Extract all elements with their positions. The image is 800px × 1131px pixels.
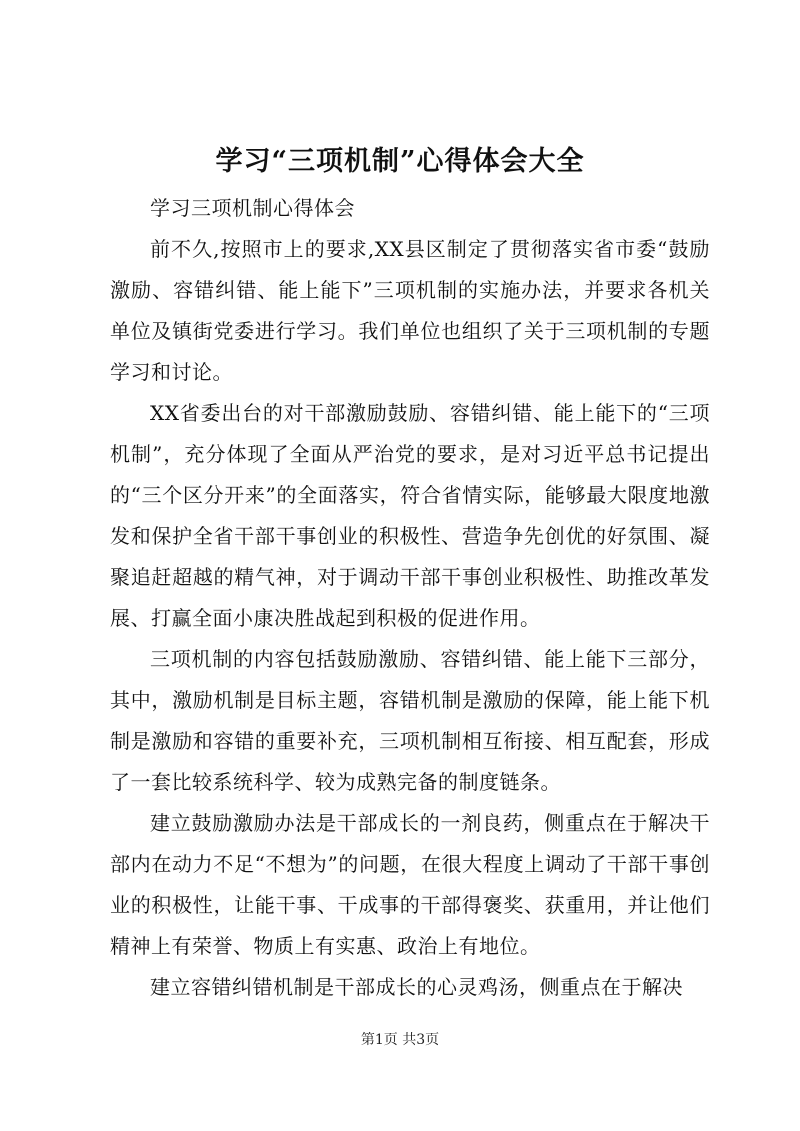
paragraph-4: 建立鼓励激励办法是干部成长的一剂良药，侧重点在于解决干部内在动力不足“不想为”的问题，在很大程度上调动了干部干事创业的积极性，让能干事、干成事的干部得褒奖、获重用，并让他们精神上有荣誉、物质上有实惠、政治上有地位。 xyxy=(110,811,710,958)
paragraph-1: 前不久,按照市上的要求,XX县区制定了贯彻落实省市委“鼓励激励、容错纠错、能上能下”三项机制的实施办法，并要求各机关单位及镇街党委进行学习。我们单位也组织了关于三项机制的专题学习和讨论。 xyxy=(110,237,710,384)
page-number-footer: 第1页 共3页 xyxy=(360,1032,440,1048)
paragraph-3: 三项机制的内容包括鼓励激励、容错纠错、能上能下三部分，其中，激励机制是目标主题，容错机制是激励的保障，能上能下机制是激励和容错的重要补充，三项机制相互衔接、相互配套，形成了一套比较系统科学、较为成熟完备的制度链条。 xyxy=(110,647,710,794)
paragraph-2: XX省委出台的对干部激励鼓励、容错纠错、能上能下的“三项机制”，充分体现了全面从严治党的要求，是对习近平总书记提出的“三个区分开来”的全面落实，符合省情实际，能够最大限度地激发和保护全省干部干事创业的积极性、营造争先创优的好氛围、凝聚追赶超越的精气神，对于调动干部干事创业积极性、助推改革发展、打赢全面小康决胜战起到积极的促进作用。 xyxy=(110,401,710,630)
document-title: 学习“三项机制”心得体会大全 xyxy=(215,146,585,177)
paragraph-5: 建立容错纠错机制是干部成长的心灵鸡汤，侧重点在于解决 xyxy=(150,975,683,999)
document-subtitle: 学习三项机制心得体会 xyxy=(150,196,355,220)
document-body xyxy=(110,188,710,1008)
